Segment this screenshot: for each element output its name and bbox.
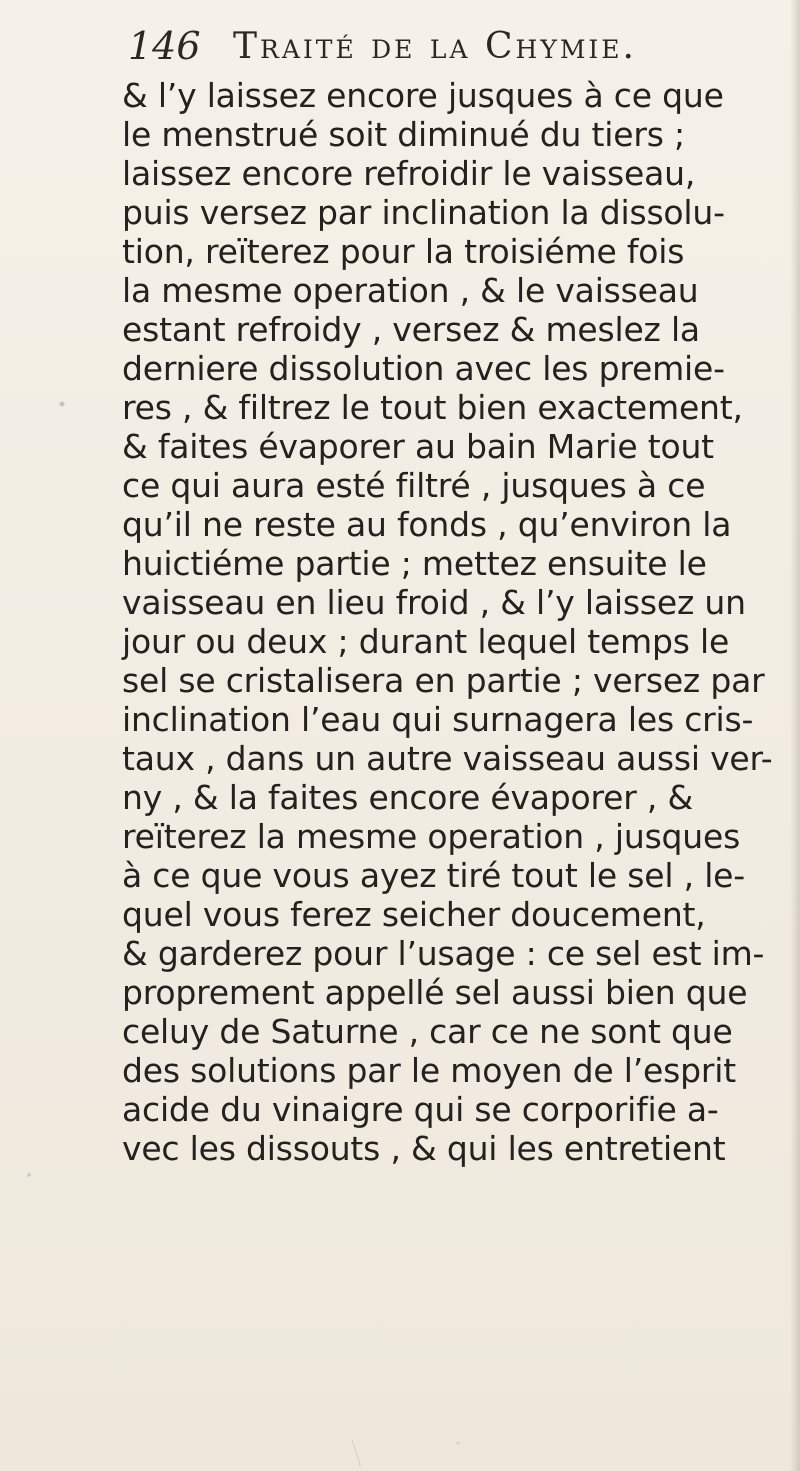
text-line: à ce que vous ayez tiré tout le sel , le-	[122, 856, 745, 895]
paper-speck	[27, 1173, 31, 1177]
text-line: laissez encore refroidir le vaisseau,	[122, 154, 696, 193]
text-line: taux , dans un autre vaisseau aussi ver-	[122, 739, 773, 778]
text-line: le menstrué soit diminué du tiers ;	[122, 115, 685, 154]
text-line: acide du vinaigre qui se corporifie a-	[122, 1090, 719, 1129]
page-number: 146	[128, 24, 201, 68]
text-line: vaisseau en lieu froid , & l’y laissez un	[122, 583, 746, 622]
text-line: estant refroidy , versez & meslez la	[122, 310, 700, 349]
running-title: Traité de la Chymie.	[233, 26, 637, 67]
body-text	[122, 76, 800, 1168]
text-line: & garderez pour l’usage : ce sel est im-	[122, 934, 765, 973]
text-line: huictiéme partie ; mettez ensuite le	[122, 544, 707, 583]
text-line: qu’il ne reste au fonds , qu’environ la	[122, 505, 732, 544]
text-line: celuy de Saturne , car ce ne sont que	[122, 1012, 733, 1051]
text-line: des solutions par le moyen de l’esprit	[122, 1051, 736, 1090]
text-line: vec les dissouts , & qui les entretient	[122, 1129, 726, 1168]
paper-speck	[60, 402, 65, 407]
text-line: ny , & la faites encore évaporer , &	[122, 778, 694, 817]
text-line: tion, reïterez pour la troisiéme fois	[122, 232, 685, 271]
text-line: inclination l’eau qui surnagera les cris-	[122, 700, 754, 739]
text-line: res , & filtrez le tout bien exactement,	[122, 388, 743, 427]
text-line: la mesme operation , & le vaisseau	[122, 271, 699, 310]
text-line: & l’y laissez encore jusques à ce que	[122, 76, 724, 115]
paper-speck	[457, 1442, 460, 1445]
text-line: puis versez par inclination la dissolu-	[122, 193, 725, 232]
text-line: & faites évaporer au bain Marie tout	[122, 427, 714, 466]
paper-mark	[352, 1440, 360, 1466]
text-line: quel vous ferez seicher doucement,	[122, 895, 706, 934]
page-header	[128, 20, 800, 80]
text-line: ce qui aura esté filtré , jusques à ce	[122, 466, 706, 505]
text-line: reïterez la mesme operation , jusques	[122, 817, 741, 856]
text-line: derniere dissolution avec les premie-	[122, 349, 725, 388]
text-line: jour ou deux ; durant lequel temps le	[122, 622, 730, 661]
text-line: sel se cristalisera en partie ; versez par	[122, 661, 765, 700]
text-line: proprement appellé sel aussi bien que	[122, 973, 748, 1012]
